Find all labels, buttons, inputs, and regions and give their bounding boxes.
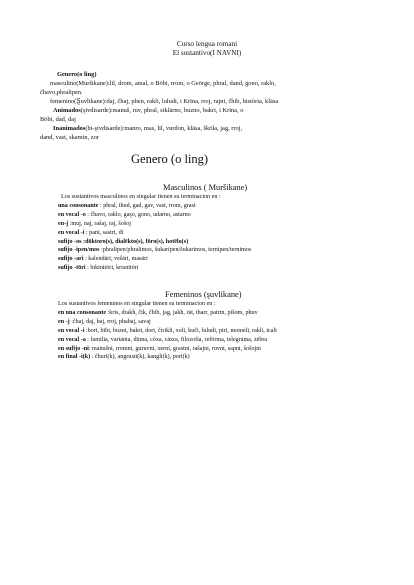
text-span: : bikinitōri, krisnitōri [85,265,139,272]
text-span: :phralipen/phralimos, šukaripen/šukarimos, ternipen/ternimos [99,247,252,254]
text-span: en -j [58,318,70,325]
animate-examples: (ȿivdisarde):manuš, ruv, phral, siklārno, buzno, bakri, i Krīna, o [80,107,244,114]
text-span: sufijo -ari [58,256,84,263]
text-span: : čhuri(k), angrusti(k), kangli(k), pori(k) [90,354,190,361]
text-span: sufijo -os [58,238,82,245]
text-span: :dōktoro(s), dialēkto(s), fōro(s), hotēlo(s) [81,238,189,245]
text-span: : pani, sastri, dī [84,229,124,236]
masculine-examples-cont: čhavo,phralipen. [40,89,83,96]
masculine-list [58,193,251,273]
feminine-examples: femenino(Ȿuvlikane):daj, čhaj, phen, rakli, luludi, i Krīna, rroj, rajni, čhib, història, klāsa [50,98,279,105]
list-item [58,211,251,220]
text-span: :bori, bībi, buzni, bakri, dori, čirikli, xoli, kuči, luludi, piri, momeli, rakli, icali [84,327,277,334]
list-item [58,220,251,229]
text-span: en vocal -a [58,336,86,343]
text-span: : kalendāri, vešāri, masāri [83,256,148,263]
text-span: : familia, variānta, dūma, còxa, cāxra, filozofia, refōrma, telegrāma, zēbra [85,336,268,343]
list-item [58,353,277,362]
text-span: en final -i(k) [58,354,91,361]
masculine-heading: Masculinos ( Muršikane) [163,183,248,192]
text-span: :čhaj, daj, baj, rroj, phabaj, savaj [69,318,151,325]
text-span: una consonante [58,202,99,209]
text-span: sufijo -tōri [58,265,86,272]
course-title: Curso lengua romani [176,40,238,48]
list-item [58,336,277,345]
main-heading: Genero (o ling) [131,152,209,166]
inanimate-label: Inanimados [53,125,86,132]
text-span: en una consonante [58,309,107,316]
list-item [58,264,251,273]
feminine-list [58,300,277,362]
list-item [58,327,277,336]
inanimate-examples: (bi-ȿivdisarde):manro, mas, lil, vurdon, klāsa, škōla, jag, rroj, [85,125,243,132]
intro-heading: Genero(o ling) [57,71,97,78]
inanimate-examples-cont: dand, vast, skamin, zor [40,134,99,141]
list-item [58,202,251,211]
feminine-intro: Los sustantivos femeninos en singular tienen su terminacion en : [58,301,216,307]
text-span: : phral, thud, gad, gav, vast, rrom, grast [98,202,196,209]
animate-examples-cont: Bōbi, dad, daj [40,116,76,123]
intro-section [40,70,278,142]
list-item [58,255,251,264]
list-item [58,238,251,247]
feminine-heading: Femeninos (ȿuvlikane) [165,290,242,299]
text-span: : čhavo, raklo, gaȿo, gono, udarno, astarno [85,211,191,218]
text-span: sufijo -ipen/mos [58,247,100,254]
text-span: en sufijo -ni [58,345,89,352]
masculine-examples: masculino(Muršikane):lil, drom, amal, o Bōbi, rrom, o Geōrge, phral, dand, gono, raklo, [50,80,276,87]
masculine-intro: Los sustantivos masculinos en singular tienen su terminacion en : [61,194,221,200]
text-span: en vocal -i [58,229,85,236]
list-item [58,345,277,354]
list-item [58,318,277,327]
text-span: :muj, naj, rašaj, raj, šošoj [68,220,131,227]
list-item [58,229,251,238]
lesson-title: El sustantivo(I NAVNI) [172,49,242,57]
text-span: : manušni, rromni, guruvni, xerni, grastni, rašajni, ruvni, sapni, šošojni [88,345,261,352]
text-span: en-j [58,220,69,227]
list-item [58,309,277,318]
text-span: en vocal -o [58,211,86,218]
list-item [58,246,251,255]
text-span: :kris, drakh, čik, čhib, jag, jakh, rāt, tharr, patrin, pišom, phuv [106,309,258,316]
animate-label: Animados [53,107,81,114]
text-span: en vocal -i [58,327,85,334]
